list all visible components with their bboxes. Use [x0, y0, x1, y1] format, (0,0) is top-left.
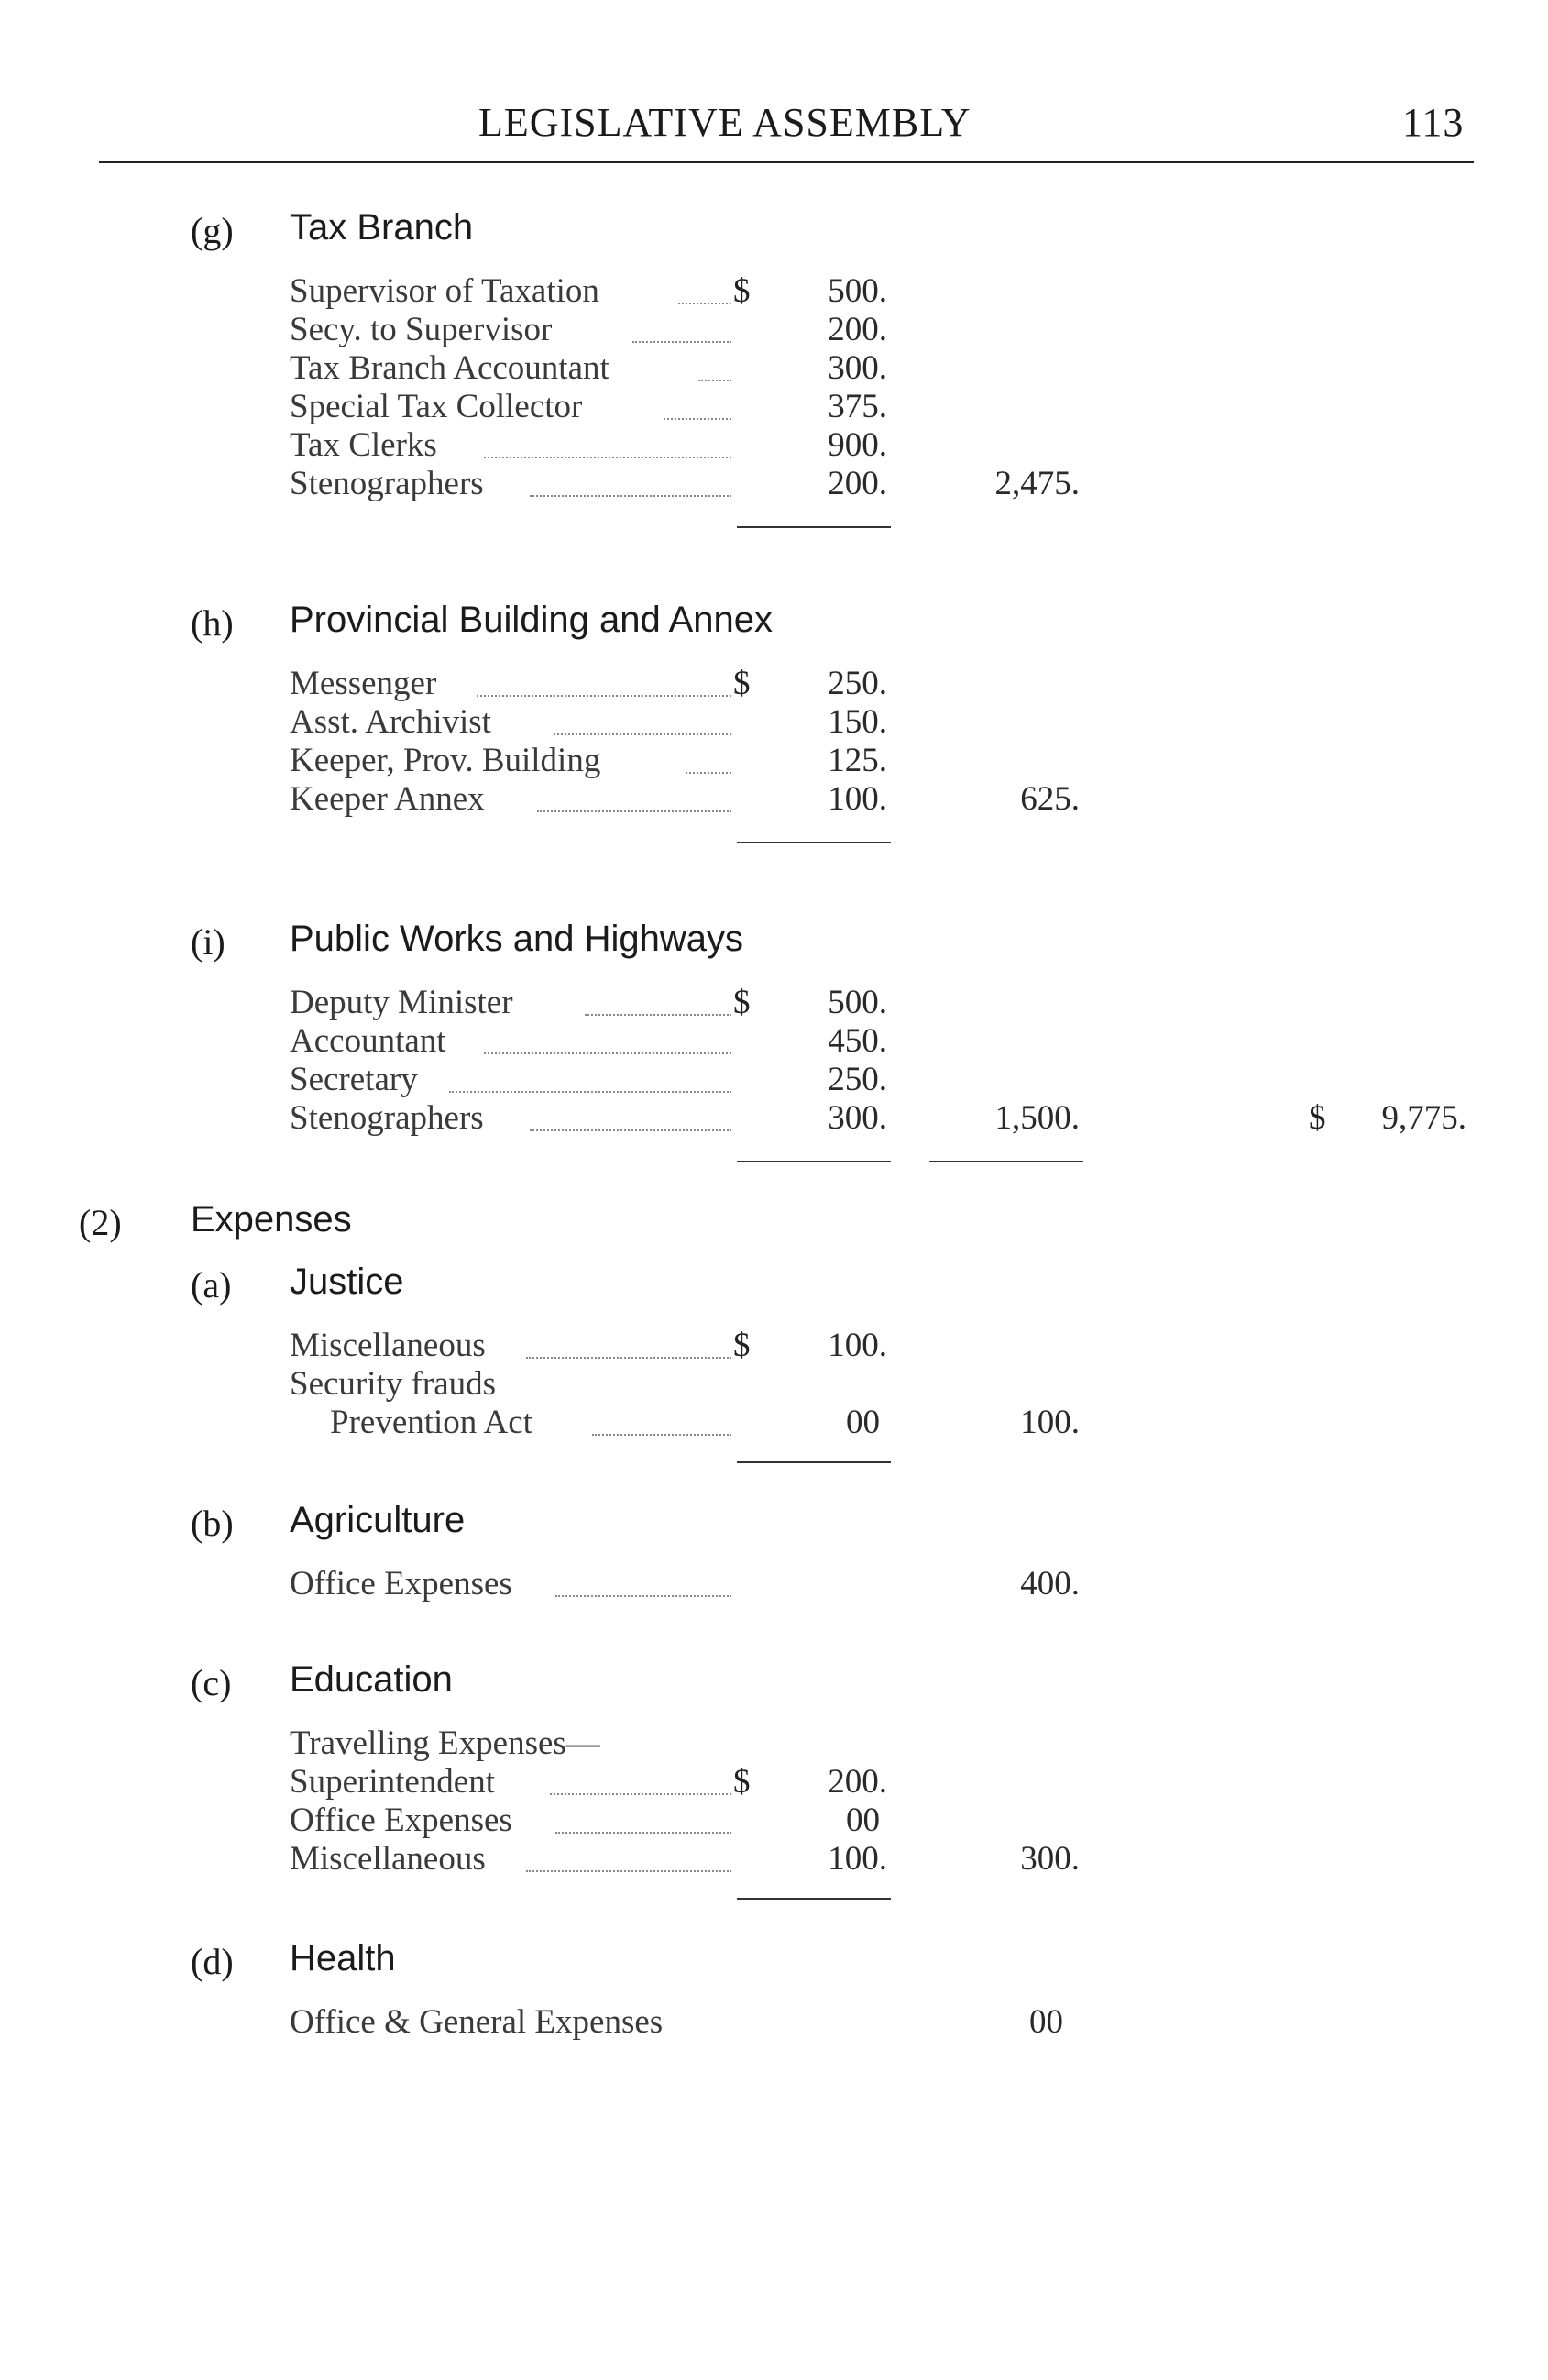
- sum-rule: [737, 1461, 891, 1463]
- line-item-amount: 00: [846, 1404, 880, 1441]
- line-item-name: Keeper, Prov. Building: [290, 742, 601, 779]
- section-label-c: (c): [191, 1662, 232, 1703]
- line-item-name: Travelling Expenses—: [290, 1724, 600, 1762]
- dollar-sign: $: [733, 1763, 751, 1801]
- line-item-amount: 500.: [828, 272, 887, 310]
- line-item-amount: 300.: [828, 1099, 887, 1137]
- section-title-i: Public Works and Highways: [290, 919, 744, 959]
- line-item-name: Accountant: [290, 1022, 446, 1060]
- line-item-name: Stenographers: [290, 465, 484, 502]
- section-title-b: Agriculture: [290, 1500, 466, 1540]
- leader-dots: [484, 457, 731, 458]
- sum-rule: [737, 526, 891, 528]
- leader-dots: [554, 733, 731, 735]
- line-item-name: Office & General Expenses: [290, 2003, 664, 2041]
- leader-dots: [550, 1793, 731, 1795]
- header-rule: [99, 161, 1474, 163]
- line-item-name: Office Expenses: [290, 1802, 512, 1839]
- line-item-name: Messenger: [290, 665, 437, 702]
- line-item-amount: 300.: [828, 349, 887, 387]
- leader-dots: [526, 1870, 731, 1872]
- sum-rule: [929, 1161, 1083, 1162]
- section-title-d: Health: [290, 1938, 396, 1978]
- section-label-g: (g): [191, 210, 234, 251]
- line-item-amount: 150.: [828, 703, 887, 741]
- line-item-amount: 100.: [828, 780, 887, 818]
- dollar-sign: $: [733, 984, 751, 1021]
- dollar-sign: $: [733, 272, 751, 310]
- page-number: 113: [1402, 100, 1465, 145]
- line-item-name: Miscellaneous: [290, 1840, 486, 1878]
- leader-dots: [664, 418, 731, 420]
- line-item-name: Special Tax Collector: [290, 388, 583, 425]
- section-subtotal: 2,475.: [994, 465, 1080, 502]
- leader-dots: [632, 341, 731, 343]
- line-item-name: Prevention Act: [330, 1404, 532, 1441]
- section-subtotal: 00: [1029, 2003, 1063, 2041]
- section-title-h: Provincial Building and Annex: [290, 600, 774, 640]
- section-label-a: (a): [191, 1264, 232, 1306]
- section-subtotal: 100.: [1020, 1404, 1080, 1441]
- line-item-amount: 500.: [828, 984, 887, 1021]
- leader-dots: [477, 695, 731, 697]
- line-item-amount: 100.: [828, 1327, 887, 1364]
- section-subtotal: 300.: [1020, 1840, 1080, 1878]
- line-item-name: Tax Clerks: [290, 426, 437, 464]
- sum-rule: [737, 1898, 891, 1900]
- leader-dots: [585, 1014, 731, 1016]
- section-label-h: (h): [191, 602, 234, 644]
- leader-dots: [686, 772, 731, 774]
- grand-total-dollar: $: [1309, 1099, 1326, 1137]
- leader-dots: [530, 1129, 731, 1131]
- section-title-expenses: Expenses: [191, 1199, 352, 1240]
- leader-dots: [555, 1832, 731, 1834]
- section-subtotal: 1,500.: [994, 1099, 1080, 1137]
- line-item-amount: 250.: [828, 1061, 887, 1098]
- line-item-amount: 200.: [828, 311, 887, 348]
- section-title-g: Tax Branch: [290, 207, 474, 248]
- line-item-amount: 250.: [828, 665, 887, 702]
- line-item-amount: 450.: [828, 1022, 887, 1060]
- line-item-amount: 200.: [828, 465, 887, 502]
- line-item-name: Supervisor of Taxation: [290, 272, 599, 310]
- leader-dots: [555, 1595, 731, 1597]
- line-item-name: Deputy Minister: [290, 984, 513, 1021]
- dollar-sign: $: [733, 665, 751, 702]
- leader-dots: [698, 380, 731, 381]
- line-item-name: Superintendent: [290, 1763, 496, 1801]
- line-item-name: Asst. Archivist: [290, 703, 491, 741]
- leader-dots: [449, 1091, 731, 1093]
- section-subtotal: 400.: [1020, 1565, 1080, 1603]
- dollar-sign: $: [733, 1327, 751, 1364]
- sum-rule: [737, 842, 891, 843]
- section-label-d: (d): [191, 1941, 234, 1982]
- leader-dots: [526, 1357, 731, 1359]
- line-item-amount: 200.: [828, 1763, 887, 1801]
- line-item-name: Stenographers: [290, 1099, 484, 1137]
- leader-dots: [678, 303, 731, 304]
- line-item-amount: 100.: [828, 1840, 887, 1878]
- section-label-b: (b): [191, 1503, 234, 1544]
- line-item-name: Secretary: [290, 1061, 418, 1098]
- running-head-title: LEGISLATIVE ASSEMBLY: [478, 100, 972, 145]
- section-subtotal: 625.: [1020, 780, 1080, 818]
- line-item-name: Miscellaneous: [290, 1327, 486, 1364]
- leader-dots: [484, 1052, 731, 1054]
- line-item-name: Office Expenses: [290, 1565, 512, 1603]
- section-title-c: Education: [290, 1659, 453, 1700]
- section-title-a: Justice: [290, 1262, 404, 1302]
- section-label-expenses: (2): [79, 1202, 122, 1243]
- line-item-name: Keeper Annex: [290, 780, 485, 818]
- line-item-name: Secy. to Supervisor: [290, 311, 553, 348]
- line-item-name: Security frauds: [290, 1365, 497, 1403]
- section-label-i: (i): [191, 921, 225, 963]
- line-item-amount: 125.: [828, 742, 887, 779]
- leader-dots: [530, 495, 731, 497]
- line-item-name: Tax Branch Accountant: [290, 349, 609, 387]
- line-item-amount: 375.: [828, 388, 887, 425]
- line-item-amount: 00: [846, 1802, 880, 1839]
- line-item-amount: 900.: [828, 426, 887, 464]
- leader-dots: [592, 1434, 731, 1436]
- grand-total: 9,775.: [1381, 1099, 1466, 1137]
- leader-dots: [537, 810, 731, 812]
- sum-rule: [737, 1161, 891, 1162]
